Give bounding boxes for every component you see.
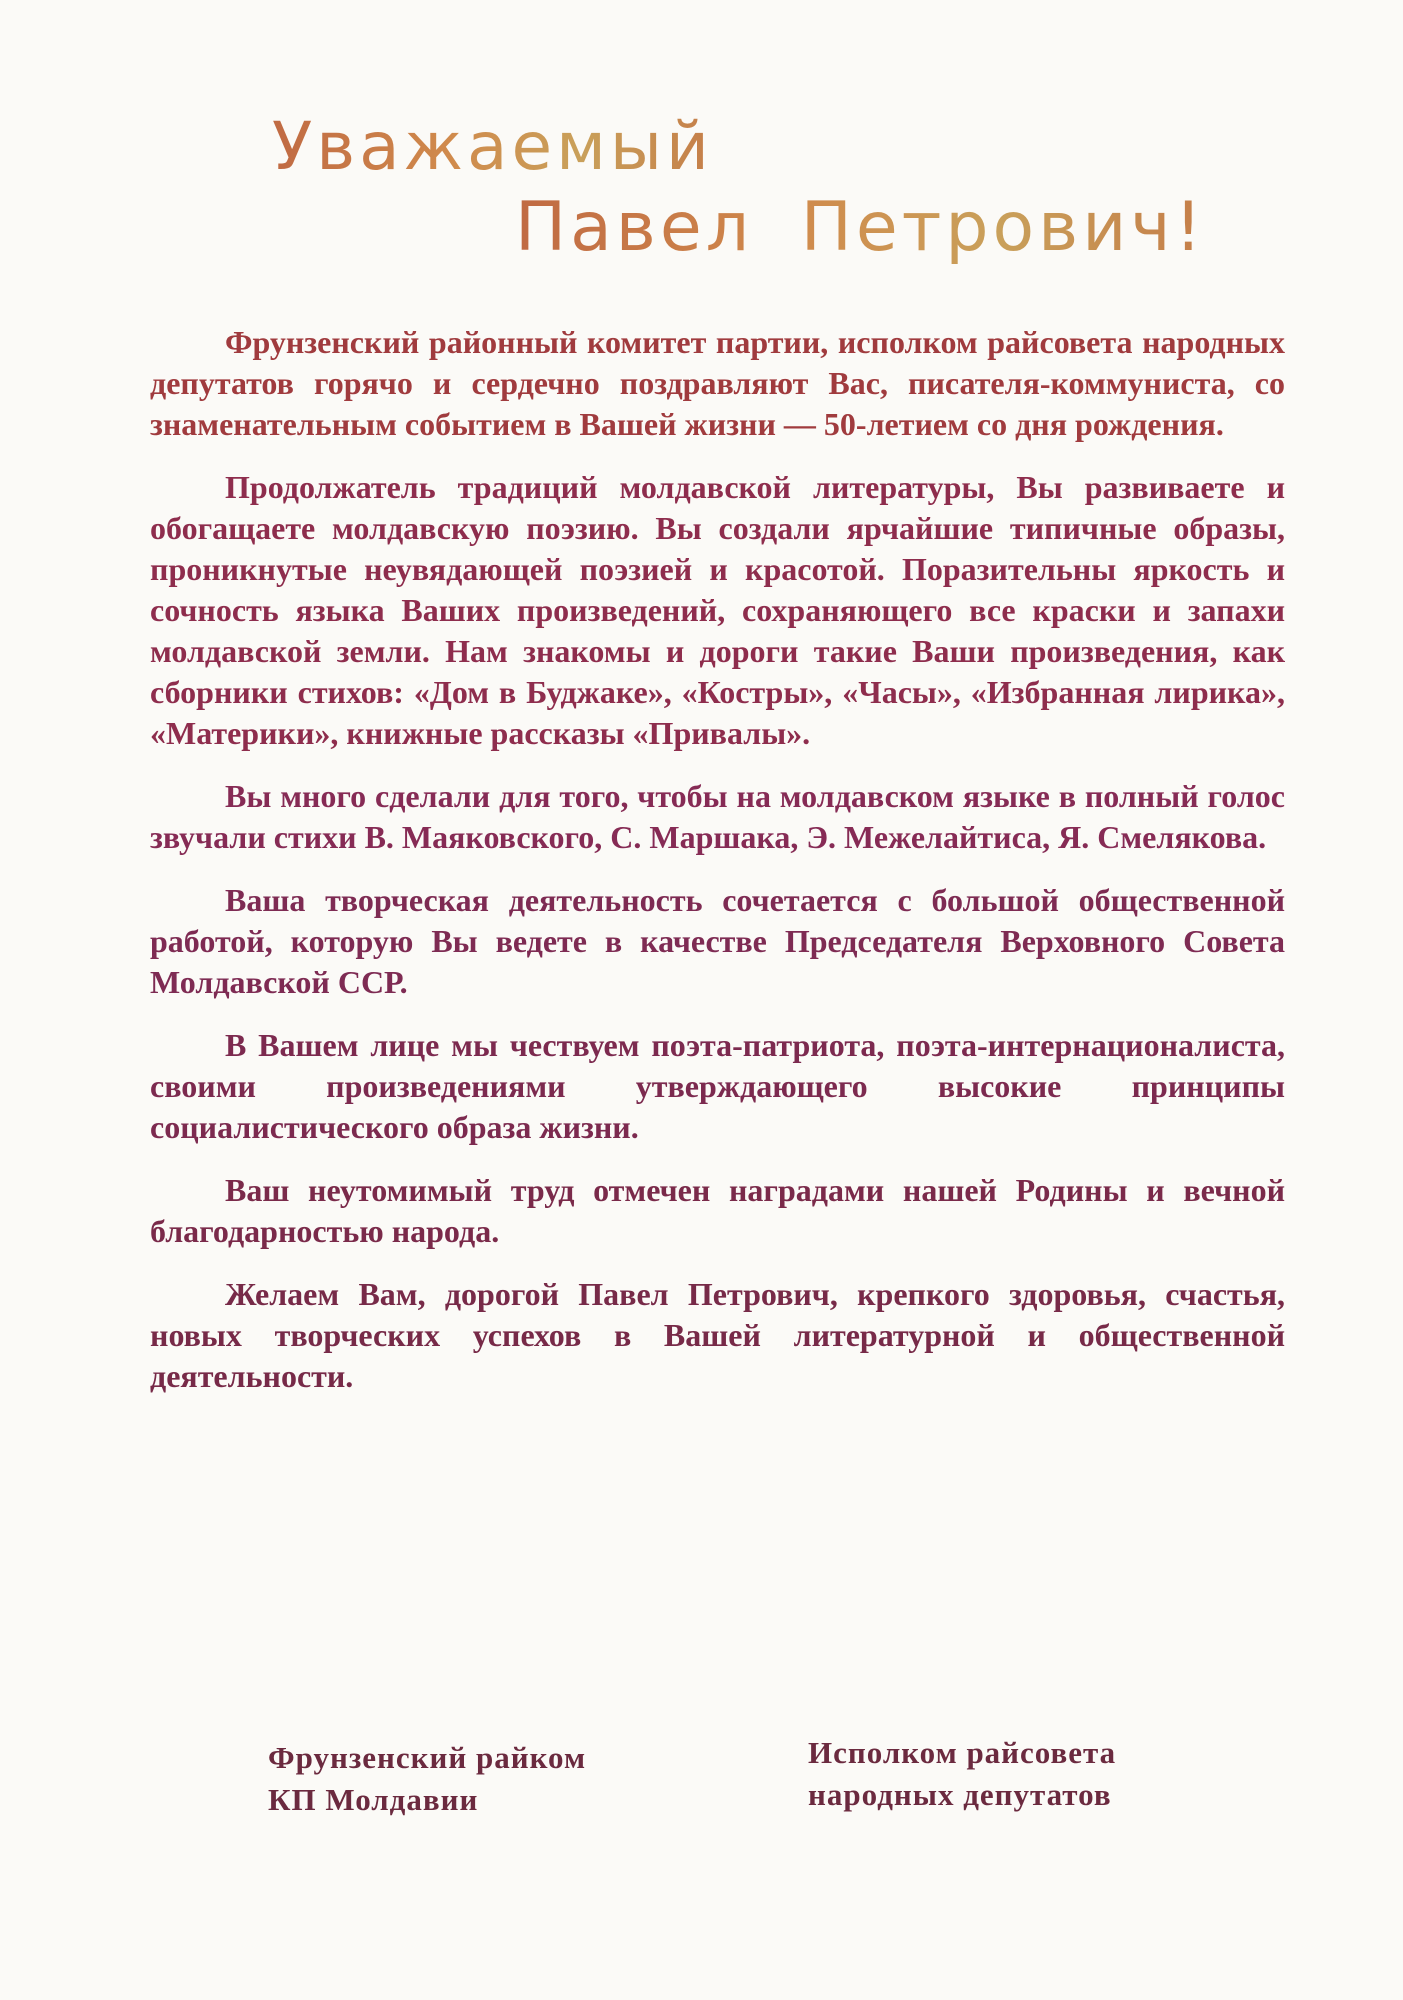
- signature-party-committee: [268, 1737, 586, 1821]
- paragraph-patriot: В Вашем лице мы чествуем поэта-патриота, поэта-интернационалиста, своими произведениями утверждающего высокие принципы социалистического образа жизни.: [150, 1027, 1285, 1145]
- paragraph-wishes: Желаем Вам, дорогой Павел Петрович, крепкого здоровья, счастья, новых творческих успехов в Вашей литературной и общественной деятельности.: [150, 1276, 1285, 1394]
- paragraph-literary-work: Продолжатель традиций молдавской литературы, Вы развиваете и обогащаете молдавскую поэзию. Вы создали ярчайшие типичные образы, проникнутые неувядающей поэзией и красотой. Поразительны яркость и сочность языка Ваших произведений, сохраняющего все краски и запахи молдавской земли. Нам знакомы и дороги такие Ваши произведения, как сборники стихов: «Дом в Буджаке», «Костры», «Часы», «Избранная лирика», «Материки», книжные рассказы «Привалы».: [150, 469, 1285, 751]
- paragraph-congratulation: Фрунзенский районный комитет партии, исполком райсовета народных депутатов горячо и сердечно поздравляют Вас, писателя-коммуниста, со знаменательным событием в Вашей жизни — 50-летием со дня рождения.: [150, 324, 1285, 442]
- signature-left-line2: КП Молдавии: [268, 1782, 479, 1817]
- signature-left-line1: Фрунзенский райком: [268, 1740, 587, 1775]
- paragraph-public-work: Ваша творческая деятельность сочетается с большой общественной работой, которую Вы ведете в качестве Председателя Верховного Совета Молдавской ССР.: [150, 882, 1285, 1000]
- greeting-addressee-name: Павел Петрович!: [515, 188, 1206, 267]
- greeting-salutation: Уважаемый: [272, 108, 713, 185]
- signature-right-line1: Исполком райсовета: [808, 1735, 1117, 1770]
- signature-executive-committee: [808, 1732, 1116, 1816]
- paragraph-translations: Вы много сделали для того, чтобы на молдавском языке в полный голос звучали стихи В. Маяковского, С. Маршака, Э. Межелайтиса, Я. Смелякова.: [150, 778, 1285, 855]
- letter-body: [150, 322, 1285, 1419]
- signature-right-line2: народных депутатов: [808, 1777, 1112, 1812]
- paragraph-awards: Ваш неутомимый труд отмечен наградами нашей Родины и вечной благодарностью народа.: [150, 1172, 1285, 1249]
